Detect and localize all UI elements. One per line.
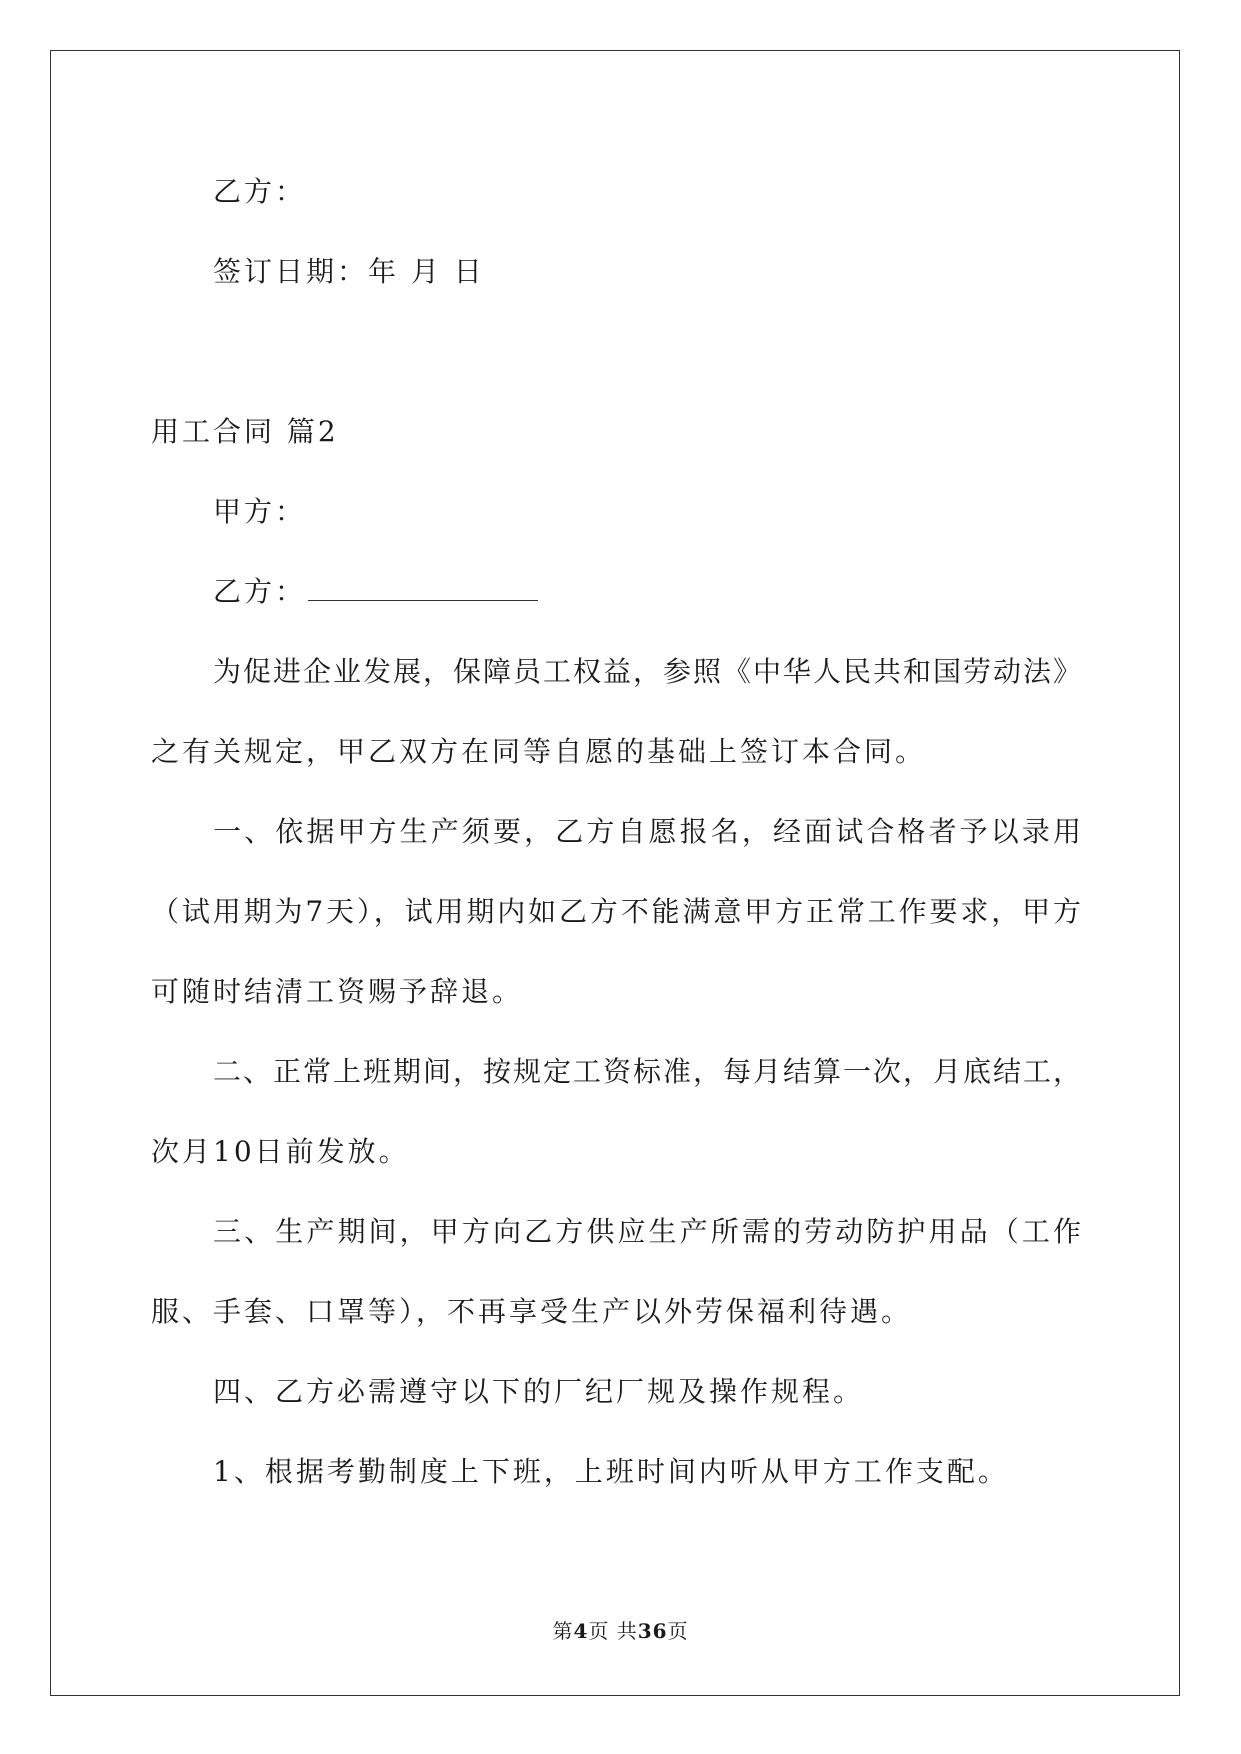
clause-4-line: 四、乙方必需遵守以下的厂纪厂规及操作规程。 [213,1375,865,1408]
party-b-label: 乙方： [213,575,307,608]
page-border [50,50,1180,1696]
clause-1-line-2: （试用期为7天），试用期内如乙方不能满意甲方正常工作要求，甲方 [151,895,1081,928]
footer-current-page: 4 [573,1619,589,1643]
party-b-line [213,572,538,612]
party-b-blank [308,576,538,601]
signing-date-line: 签订日期：年 月 日 [213,255,485,288]
party-b-line-top: 乙方： [213,175,307,208]
clause-2-line-2: 次月10日前发放。 [151,1135,410,1168]
clause-3-line-2: 服、手套、口罩等），不再享受生产以外劳保福利待遇。 [151,1295,913,1328]
footer-suffix: 页 [667,1619,689,1643]
footer-middle: 页 共 [588,1619,638,1643]
clause-3-line-1: 三、生产期间，甲方向乙方供应生产所需的劳动防护用品（工作 [213,1215,1081,1248]
clause-1-line-3: 可随时结清工资赐予辞退。 [151,975,524,1008]
clause-2-line-1: 二、正常上班期间，按规定工资标准，每月结算一次，月底结工， [213,1055,1081,1088]
page-footer [0,1615,1241,1644]
rule-1-line: 1、根据考勤制度上下班，上班时间内听从甲方工作支配。 [213,1455,1009,1488]
footer-prefix: 第 [552,1619,574,1643]
party-a-line: 甲方： [213,495,307,528]
footer-total-pages: 36 [637,1619,668,1643]
paragraph-intro-line-2: 之有关规定，甲乙双方在同等自愿的基础上签订本合同。 [151,735,927,768]
paragraph-intro-line-1: 为促进企业发展，保障员工权益，参照《中华人民共和国劳动法》 [213,655,1081,688]
clause-1-line-1: 一、依据甲方生产须要，乙方自愿报名，经面试合格者予以录用 [213,815,1081,848]
section-title: 用工合同 篇2 [151,415,339,448]
